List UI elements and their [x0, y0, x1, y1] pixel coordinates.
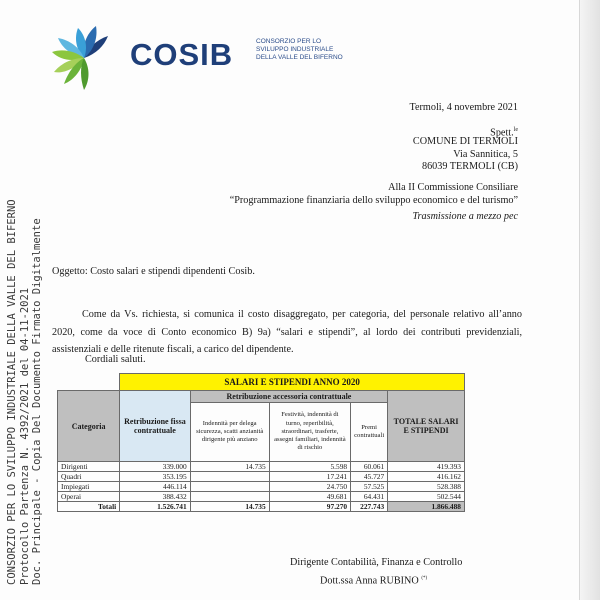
closing: Cordiali saluti. [85, 354, 146, 365]
protocol-stamp [6, 155, 44, 585]
logo-subtitle [256, 38, 346, 62]
spett-text: Spett. [490, 127, 514, 139]
letter-body: Come da Vs. richiesta, si comunica il costo disaggregato, per categoria, del personale relativo all’anno 2020, come da voce di Conto economico B) 9a) “salari e stipendi”, al lordo dei contributi previdenziali, assistenziali e delle ritenute fiscali, a carico del dipendente. [52, 309, 522, 355]
cell-premi: 57.525 [351, 482, 388, 492]
cell-premi: 64.431 [351, 492, 388, 502]
logo-subtitle-line: CONSORZIO PER LO [256, 38, 322, 45]
logo-subtitle-line: SVILUPPO INDUSTRIALE [256, 46, 334, 53]
cell-indennita [190, 472, 269, 482]
recipient-line: 86039 TERMOLI (CB) [421, 161, 518, 172]
cell-totale-indennita: 14.735 [190, 502, 269, 512]
cell-categoria: Dirigenti [58, 462, 120, 472]
salary-table [57, 373, 465, 512]
recipient-line: COMUNE DI TERMOLI [412, 136, 518, 147]
table-row [58, 462, 465, 472]
cell-categoria: Impiegati [58, 482, 120, 492]
cell-categoria: Quadri [58, 472, 120, 482]
cell-premi: 60.061 [351, 462, 388, 472]
table-spacer [58, 374, 120, 391]
subheader-premi: Premi contrattuali [351, 403, 388, 462]
cell-totale-festivita: 97.270 [269, 502, 350, 512]
cell-indennita [190, 482, 269, 492]
cell-fissa: 446.114 [120, 482, 191, 492]
header-totale: TOTALE SALARI E STIPENDI [388, 391, 465, 462]
cell-totale: 416.162 [388, 472, 465, 482]
signatory-role: Dirigente Contabilità, Finanza e Controllo [290, 557, 463, 568]
cell-festivita: 5.598 [269, 462, 350, 472]
cell-totale: 419.393 [388, 462, 465, 472]
signatory-footnote-mark: (*) [421, 576, 428, 581]
page-edge-shadow [579, 0, 600, 600]
transmission-note: Trasmissione a mezzo pec [412, 211, 518, 222]
table-row [58, 472, 465, 482]
recipient-line: Via Sannitica, 5 [453, 148, 518, 160]
table-title: SALARI E STIPENDI ANNO 2020 [120, 374, 465, 391]
signatory-name-text: Dott.ssa Anna RUBINO [320, 575, 419, 587]
stamp-line: Protocollo Partenza N. 4392/2021 del 04-11-2021 [18, 287, 31, 585]
stamp-line: Doc. Principale - Copia Del Documento Firmato Digitalmente [31, 218, 43, 585]
header-retribuzione-accessoria: Retribuzione accessoria contrattuale [190, 391, 387, 403]
subject-line: Oggetto: Costo salari e stipendi dipendenti Cosib. [52, 266, 255, 277]
committee-line: Alla II Commissione Consiliare [388, 182, 518, 193]
cell-totali-label: Totali [58, 502, 120, 512]
cell-festivita: 24.750 [269, 482, 350, 492]
header-retribuzione-fissa: Retribuzione fissa contrattuale [120, 391, 191, 462]
cell-grand-total: 1.866.488 [388, 502, 465, 512]
letter-date: Termoli, 4 novembre 2021 [409, 102, 518, 113]
cell-indennita [190, 492, 269, 502]
logo-subtitle-line: DELLA VALLE DEL BIFERNO [256, 54, 343, 61]
committee-address [230, 181, 518, 207]
recipient-address [413, 136, 518, 174]
cell-indennita: 14.735 [190, 462, 269, 472]
table-row [58, 482, 465, 492]
cell-fissa: 388.432 [120, 492, 191, 502]
cosib-leaf-icon [44, 24, 124, 92]
cell-premi: 45.727 [351, 472, 388, 482]
cell-fissa: 353.195 [120, 472, 191, 482]
cell-totale-fissa: 1.526.741 [120, 502, 191, 512]
cell-totale: 502.544 [388, 492, 465, 502]
subheader-indennita: Indennità per delega sicurezza, scatti anzianità dirigente più anziano [190, 403, 269, 462]
cell-festivita: 49.681 [269, 492, 350, 502]
cell-categoria: Operai [58, 492, 120, 502]
cell-totale: 528.388 [388, 482, 465, 492]
totals-row [58, 502, 465, 512]
cosib-logo [44, 24, 343, 92]
cell-festivita: 17.241 [269, 472, 350, 482]
table-row [58, 492, 465, 502]
cell-fissa: 339.000 [120, 462, 191, 472]
header-categoria: Categoria [58, 391, 120, 462]
stamp-line: CONSORZIO PER LO SVILUPPO INDUSTRIALE DELLA VALLE DEL BIFERNO [6, 199, 18, 585]
signatory-name [320, 572, 427, 587]
committee-line: “Programmazione finanziaria dello sviluppo economico e del turismo” [229, 195, 518, 206]
spett-sup: le [513, 127, 518, 133]
cell-totale-premi: 227.743 [351, 502, 388, 512]
subheader-festivita: Festività, indennità di turno, reperibilità, straordinari, trasferte, assegni familiari, indennità di rischio [269, 403, 350, 462]
logo-wordmark: COSIB [130, 37, 234, 72]
